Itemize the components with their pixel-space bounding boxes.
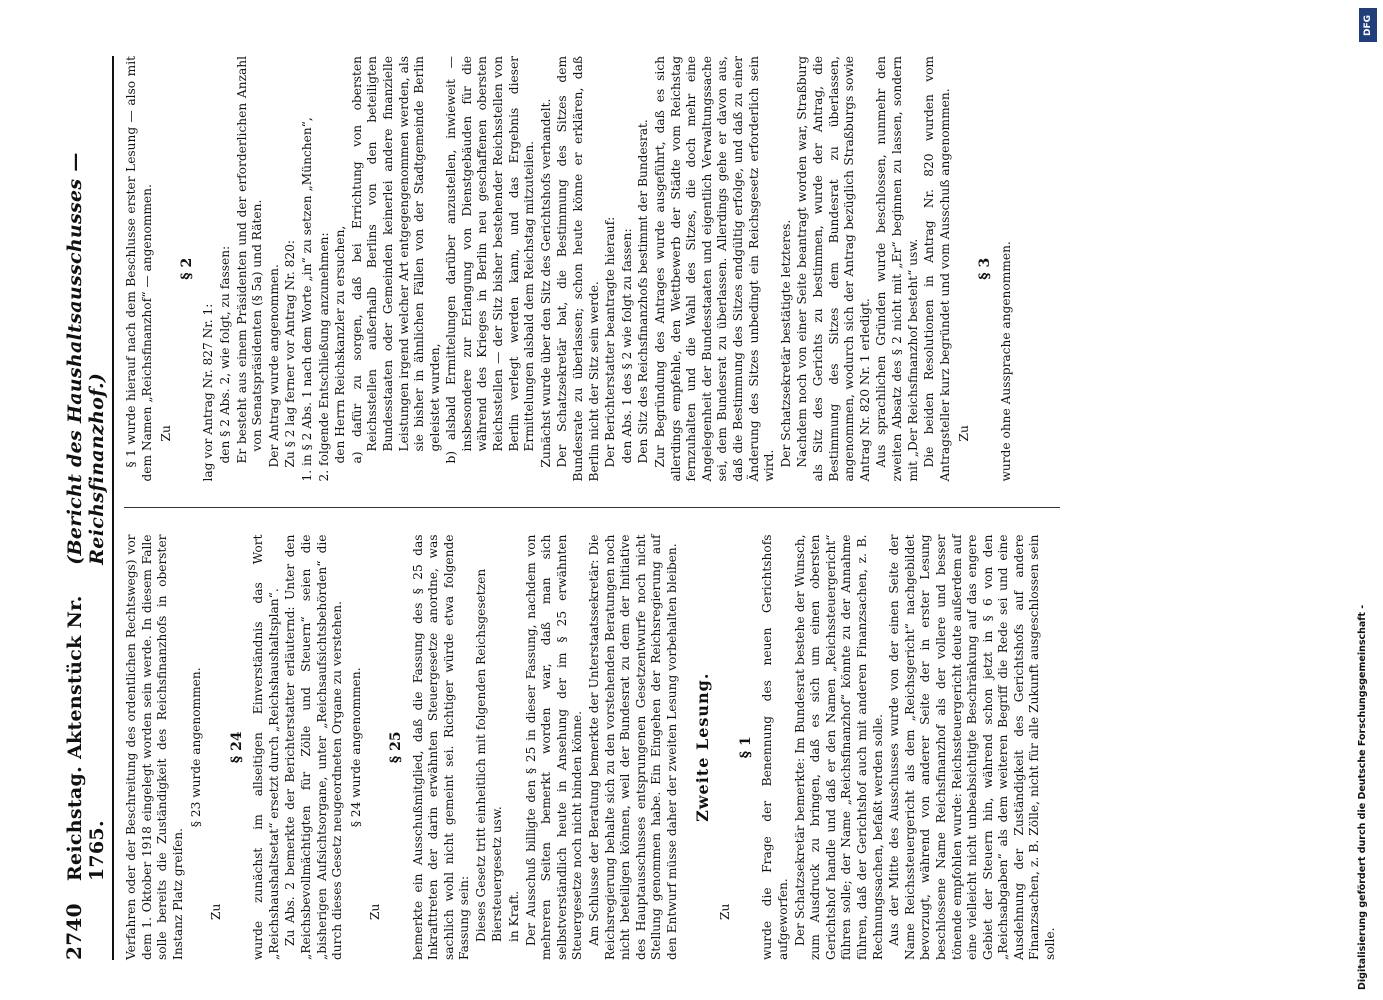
part-heading: Zweite Lesung.: [692, 672, 712, 822]
text-columns: [124, 56, 1060, 960]
column-divider: [124, 508, 1060, 509]
paragraph: Zu Abs. 2 bemerkte der Berichterstatter erläuternd: Unter den „Reichsbevollmächtigten für Zölle und Steuern“ seien die „bisherigen Aufsichtsorgane, unter „Reichsaufsichtsbehörden“ die durch dieses Gesetz neugeordneten Organe zu verstehen.: [283, 534, 345, 960]
paragraph: den Herrn Reichskanzler zu ersuchen,: [333, 225, 348, 464]
paragraph: § 1 wurde hierauf nach dem Beschlusse erster Lesung — also mit dem Namen „Reichsfinanzhof“ — angenommen.: [124, 56, 154, 482]
paragraph: Aus sprachlichen Gründen wurde beschlossen, nunmehr den zweiten Absatz des § 2 nicht mit „Er“ beginnen zu lassen, sondern mit „Der Reichsfinanzhof besteht“ usw.: [874, 56, 920, 482]
paragraph: Zu: [208, 903, 223, 920]
document-subtitle: (Bericht des Haushaltsausschusses — Reichsfinanzhof.): [64, 152, 108, 565]
right-column: [124, 56, 1016, 482]
paragraph: Biersteuergesetz usw.: [490, 806, 505, 942]
paragraph: 2. folgende Entschließung anzunehmen:: [316, 232, 331, 482]
paragraph: 1. in § 2 Abs. 1 nach dem Worte „in“ zu setzen „München“,: [299, 117, 314, 482]
paragraph: Der Schatzsekretär bemerkte: Im Bundesrat bestehe der Wunsch, zum Ausdruck zu bringen, daß es sich um einen obersten Gerichtshof handle und daß er den Namen „Reichssteuergericht“ führen solle; der Name „Reichsfinanzhof“ könnte zu der Annahme führen, daß der Gerichtshof auch mit anderen Finanzsachen, z. B. Rechnungssachen, befaßt werden solle.: [792, 534, 885, 960]
paragraph: Zu § 2 lag ferner vor Antrag Nr. 820:: [283, 240, 298, 468]
section-heading: § 2: [178, 257, 195, 280]
paragraph: Der Berichterstatter beantragte hierauf:: [603, 216, 618, 468]
left-column: [124, 535, 1060, 961]
paragraph: Die beiden Resolutionen in Antrag Nr. 820 wurden vom Antragsteller kurz begründet und vom Ausschuß angenommen.: [922, 56, 952, 482]
paragraph: Er besteht aus einem Präsidenten und der erforderlichen Anzahl von Senatspräsidenten (§ 5a) und Räten.: [234, 56, 265, 464]
paragraph: Am Schlusse der Beratung bemerkte der Unterstaatssekretär: Die Reichsregierung behalte sich zu den vorstehenden Beratungen noch nicht beteiligen können, weil der Bundesrat zu dem der Initiative des Hauptausschusses entsprungenen Gesetzentwurfe noch nicht Stellung genommen habe. Ein Eingehen der Reichsregierung auf den Entwurf müsse daher der zweiten Lesung vorbehalten bleiben.: [587, 534, 679, 960]
paragraph: b) alsbald Ermittelungen darüber anzustellen, inwieweit — insbesondere zur Erlangung von Dienstgebäuden für die während des Krieges in Berlin neu geschaffenen obersten Reichsstellen — der Sitz bisher bestehender Reichsstellen von Berlin verlegt werden kann, und das Ergebnis dieser Ermittelungen alsbald dem Reichstag mitzuteilen.: [444, 56, 537, 464]
digitization-credit: [1357, 0, 1379, 1000]
paragraph: Der Antrag wurde angenommen.: [266, 264, 281, 468]
page-number: 2740: [62, 903, 86, 960]
section-heading: § 3: [976, 257, 993, 280]
paragraph: Dieses Gesetz tritt einheitlich mit folgenden Reichsgesetzen: [473, 568, 488, 942]
page-header: [62, 56, 114, 960]
paragraph: Zunächst wurde über den Sitz des Gerichtshofs verhandelt.: [538, 98, 553, 468]
paragraph: Der Ausschuß billigte den § 25 in dieser Fassung, nachdem von mehreren Seiten bemerkt worden war, daß man sich selbstverständlich heute in Ansehung der im § 25 erwähnten Steuergesetze noch nicht binden könne.: [523, 534, 585, 960]
paragraph: Den Sitz des Reichsfinanzhofs bestimmt der Bundesrat.: [636, 119, 651, 464]
dfg-logo: DFG: [1359, 8, 1377, 42]
paragraph: Der Schatzsekretär bat, die Bestimmung des Sitzes dem Bundesrate zu überlassen; schon heute könne er erklären, daß Berlin nicht der Sitz sein werde.: [555, 56, 601, 482]
paragraph: in Kraft.: [507, 890, 522, 942]
paragraph: bemerkte ein Ausschußmitglied, daß die Fassung des § 25 das Inkrafttreten der darin erwähnten Steuergesetze anordne, was sachlich wohl nicht gemeint sei. Richtiger würde etwa folgende Fassung sein:: [410, 534, 472, 960]
paragraph: § 24 wurde angenommen.: [348, 667, 363, 828]
paragraph: Zu: [718, 903, 733, 920]
paragraph: wurde ohne Aussprache angenommen.: [999, 241, 1014, 482]
document-title: Reichstag. Aktenstück Nr. 1765.: [64, 595, 108, 882]
credit-text: Digitalisierung gefördert durch die Deutsche Forschungsgemeinschaft -: [1357, 604, 1368, 990]
paragraph: wurde die Frage der Benennung des neuen Gerichtshofs aufgeworfen.: [760, 534, 790, 960]
paragraph: den § 2 Abs. 2, wie folgt, zu fassen:: [217, 245, 232, 464]
paragraph: Verfahren oder der Beschreitung des ordentlichen Rechtswegs) vor dem 1. Oktober 1918 eingelegt worden sein werde. In diesem Falle solle bereits die Zuständigkeit des Reichsfinanzhofs in oberster Instanz Platz greifen.: [124, 534, 185, 960]
paragraph: Nachdem noch von einer Seite beantragt worden war, Straßburg als Sitz des Gerichts zu bestimmen, wurde der Antrag, die Bestimmung des Sitzes dem Bundesrat zu überlassen, angenommen, wodurch sich der Antrag bezüglich Straßburgs sowie Antrag Nr. 820 Nr. 1 erledigt.: [795, 56, 872, 482]
paragraph: Zu: [957, 425, 972, 442]
paragraph: Zu: [368, 903, 383, 920]
section-heading: § 1: [737, 736, 754, 759]
paragraph: wurde zunächst im allseitigen Einverständnis das Wort „Reichshaushaltsetat“ ersetzt durch „Reichshaushaltsplan“.: [251, 534, 281, 960]
paragraph: § 23 wurde angenommen.: [189, 667, 204, 828]
section-heading: § 25: [387, 731, 404, 764]
section-heading: § 24: [228, 731, 245, 764]
paragraph: Der Schatzsekretär bestätigte letzteres.: [778, 219, 793, 468]
paragraph: Aus der Mitte des Ausschusses wurde von der einen Seite der Name Reichssteuergericht als dem „Reichsgericht“ nachgebildet bevorzugt, während von anderer Seite der in erster Lesung beschlossene Name Reichsfinanzhof als der vollere und besser tönende empfohlen wurde: Reichssteuergericht deute außerdem auf eine vielleicht nicht unbeabsichtigte Beschränkung auf das engere Gebiet der Steuern hin, während schon jetzt in § 6 von den „Reichsabgaben“ als dem weiteren Begriff die Rede sei und eine Ausdehnung der Zuständigkeit des Gerichtshofs auf andere Finanzsachen, z. B. Zölle, nicht für alle Zukunft ausgeschlossen sein solle.: [887, 534, 1058, 960]
paragraph: lag vor Antrag Nr. 827 Nr. 1:: [201, 303, 216, 482]
paragraph: a) dafür zu sorgen, daß bei Errichtung von obersten Reichsstellen außerhalb Berlins von den beteiligten Bundesstaaten oder Gemeinden keinerlei andere finanzielle Leistungen irgend welcher Art entgegengenommen werden, als sie bisher in ähnlichen Fällen von der Stadtgemeinde Berlin geleistet wurden,: [349, 56, 442, 464]
paragraph: Zu: [159, 425, 174, 442]
paragraph: den Abs. 1 des § 2 wie folgt zu fassen:: [619, 228, 634, 464]
paragraph: Zur Begründung des Antrages wurde ausgeführt, daß es sich allerdings empfehle, den Wettbewerb der Städte vom Reichstag fernzuhalten und die Wahl des Sitzes, die doch mehr eine Angelegenheit der Bundesstaaten und eigentlich Verwaltungssache sei, dem Bundesrat zu überlassen. Allerdings gehe er davon aus, daß die Bestimmung des Sitzes endgültig erfolge, und daß zu einer Änderung des Sitzes unbedingt ein Reichsgesetz erforderlich sein wird.: [653, 56, 777, 482]
